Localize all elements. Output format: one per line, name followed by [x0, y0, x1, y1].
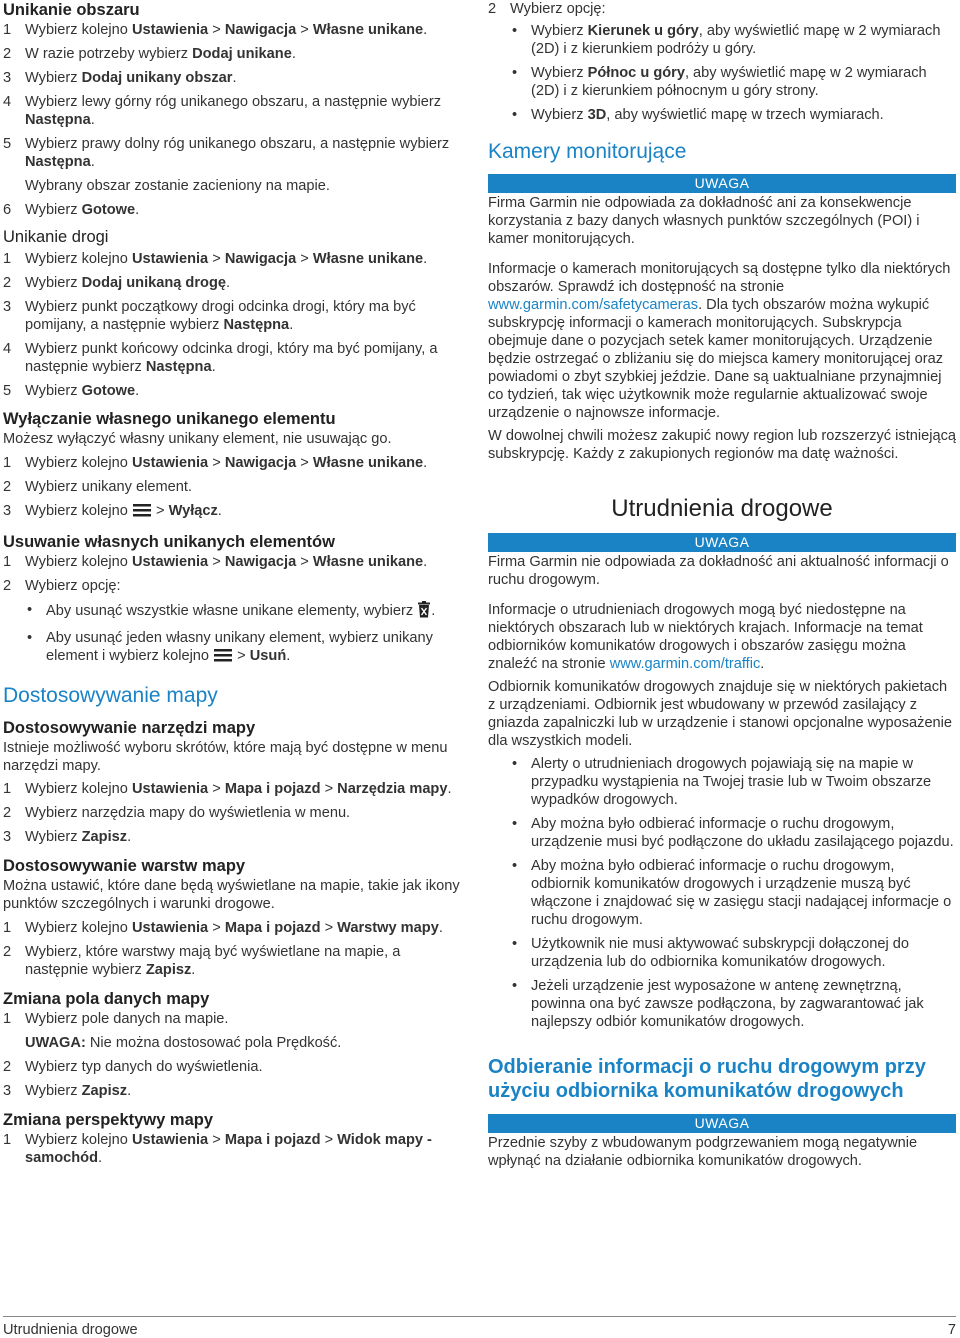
- section-title: Zmiana pola danych mapy: [3, 990, 210, 1008]
- bullet-item: [488, 935, 956, 971]
- step: [3, 943, 467, 979]
- path-separator: >: [296, 251, 313, 267]
- step: [3, 502, 467, 523]
- step-end: .: [291, 46, 296, 62]
- path-separator: >: [320, 781, 338, 797]
- step-number: 2: [3, 944, 12, 960]
- menu-path-item: Mapa i pojazd: [224, 781, 321, 797]
- step-end: .: [447, 781, 452, 797]
- menu-path-item: Ustawienia: [131, 251, 209, 267]
- bullet-item: [488, 64, 956, 100]
- step-text: Wybierz prawy dolny róg unikanego obszaru, a następnie wybierz: [25, 136, 450, 152]
- chapter-title: Dostosowywanie mapy: [3, 684, 218, 707]
- chapter-title: Odbieranie informacji o ruchu drogowym przy użyciu odbiornika komunikatów drogowych: [488, 1056, 926, 1102]
- step-text: Wybierz kolejno: [25, 22, 132, 38]
- menu-path-item: Wyłącz: [168, 503, 218, 519]
- step-end: .: [97, 1150, 103, 1166]
- trash-icon: [417, 601, 431, 623]
- step-number: 6: [3, 202, 12, 218]
- bullet: •: [512, 978, 518, 994]
- menu-path-item: Ustawienia: [131, 920, 209, 936]
- section-title: Unikanie drogi: [3, 228, 109, 246]
- step-end: .: [135, 383, 140, 399]
- menu-path-item: Ustawienia: [131, 22, 209, 38]
- menu-path-item: Ustawienia: [131, 455, 209, 471]
- step: [3, 382, 467, 400]
- step-number: 3: [3, 70, 12, 86]
- bullet: •: [512, 936, 518, 952]
- path-separator: >: [296, 22, 313, 38]
- step: [3, 1082, 467, 1100]
- section-title: Zmiana perspektywy mapy: [3, 1111, 214, 1129]
- menu-path-item: Nawigacja: [224, 251, 297, 267]
- step: [3, 780, 467, 798]
- menu-path-item: Zapisz: [145, 962, 192, 978]
- step-text: Wybierz kolejno: [25, 455, 132, 471]
- bullet: •: [27, 630, 33, 646]
- paragraph-text: . Dla tych obszarów można wykupić subskrypcję informacji o kamerach monitorujących. Subskrypcja obejmuje dane o pozycjach setek kamer monitorujących. Urządzenie będzie ostrzegać o zbliżaniu się do miejsca kamery monitorującej oraz powiadomi o zbyt szybkiej jeździe. Dane są uaktualniane przynajmniej co tydzień, tak więc użytkownik może regularnie aktualizować swoje urządzenie o najnowsze informacje.: [488, 297, 944, 421]
- bullet-text: , aby wyświetlić mapę w 2 wymiarach (2D) i z kierunkiem północnym u góry strony.: [531, 65, 927, 99]
- bullet: •: [512, 23, 518, 39]
- path-separator: >: [208, 920, 225, 936]
- step-end: .: [232, 70, 237, 86]
- step-text: Wybierz: [25, 275, 82, 291]
- paragraph: [488, 601, 956, 673]
- menu-path-item: Północ u góry: [587, 65, 685, 81]
- step-number: 2: [3, 1059, 12, 1075]
- menu-icon: [213, 647, 233, 668]
- path-separator: >: [320, 920, 338, 936]
- bullet-text: Aby usunąć jeden własny unikany element, wybierz unikany element i wybierz kolejno: [46, 630, 433, 664]
- step-text: Wybierz narzędzia mapy do wyświetlenia w menu.: [25, 805, 351, 821]
- step-number: 1: [3, 781, 12, 797]
- bullet-text: Wybierz: [531, 107, 588, 123]
- step-text: Wybierz kolejno: [25, 920, 132, 936]
- step-number: 1: [3, 920, 12, 936]
- step-number: 5: [3, 383, 12, 399]
- bullet-item: [3, 629, 467, 668]
- step-number: 4: [3, 94, 12, 110]
- path-separator: >: [233, 648, 250, 664]
- step-text: Wybierz kolejno: [25, 781, 132, 797]
- section-intro: Możesz wyłączyć własny unikany element, nie usuwając go.: [3, 431, 392, 447]
- path-separator: >: [208, 1132, 225, 1148]
- note-text: Nie można dostosować pola Prędkość.: [85, 1035, 342, 1051]
- bullet-end: .: [286, 648, 291, 664]
- step-text: Wybierz pole danych na mapie.: [25, 1011, 229, 1027]
- bullet-text: Użytkownik nie musi aktywować subskrypcji dołączonej do urządzenia lub do odbiornika komunikatów drogowych.: [531, 936, 909, 970]
- section-intro: Można ustawić, które dane będą wyświetlane na mapie, takie jak ikony punktów szczególnych i warunki drogowe.: [3, 878, 460, 912]
- section-title: Dostosowywanie warstw mapy: [3, 857, 246, 875]
- step: [3, 201, 467, 219]
- step: [3, 1010, 467, 1028]
- warning-banner: UWAGA: [488, 174, 956, 193]
- menu-path-item: Kierunek u góry: [587, 23, 699, 39]
- page-footer: [3, 1316, 956, 1338]
- step: [3, 45, 467, 63]
- step-end: .: [191, 962, 196, 978]
- bullet-text: , aby wyświetlić mapę w 2 wymiarach (2D) i z kierunkiem podróży u góry.: [531, 23, 941, 57]
- step: [3, 478, 467, 496]
- menu-path-item: Mapa i pojazd: [224, 1132, 321, 1148]
- step-number: 2: [3, 479, 12, 495]
- step-end: .: [423, 251, 428, 267]
- bullet-text: Jeżeli urządzenie jest wyposażone w antenę zewnętrzną, powinna ona być zawsze podłączona, by zagwarantować jak najlepszy odbiór komunikatów drogowych.: [531, 978, 924, 1030]
- step-end: .: [127, 1083, 132, 1099]
- menu-path-item: Ustawienia: [131, 554, 209, 570]
- path-separator: >: [208, 781, 225, 797]
- menu-path-item: Dodaj unikane: [192, 46, 292, 62]
- step-note: Wybrany obszar zostanie zacieniony na mapie.: [25, 178, 330, 194]
- step-text: Wybierz kolejno: [25, 251, 132, 267]
- page-number: 7: [947, 1322, 956, 1338]
- step-number: 1: [3, 455, 12, 471]
- bullet: •: [27, 602, 33, 618]
- step-text: Wybierz unikany element.: [25, 479, 192, 495]
- step: [3, 21, 467, 39]
- step-end: .: [217, 503, 222, 519]
- bullet-item: [488, 857, 956, 929]
- step: [3, 135, 467, 171]
- step-number: 2: [3, 275, 12, 291]
- step-text: Wybierz kolejno: [25, 554, 132, 570]
- menu-path-item: Warstwy mapy: [337, 920, 439, 936]
- bullet-item: [488, 755, 956, 809]
- step-number: 2: [3, 805, 12, 821]
- step-number: 1: [3, 1011, 12, 1027]
- step: [3, 298, 467, 334]
- menu-path-item: Gotowe: [81, 383, 136, 399]
- step-end: .: [225, 275, 231, 291]
- step-text: Wybierz opcję:: [510, 1, 606, 17]
- step-number: 4: [3, 341, 12, 357]
- step-text: W razie potrzeby wybierz: [25, 46, 193, 62]
- bullet: •: [512, 756, 518, 772]
- menu-path-item: Własne unikane: [312, 455, 424, 471]
- bullet-item: [488, 22, 956, 58]
- footer-section: Utrudnienia drogowe: [3, 1322, 138, 1338]
- paragraph: [488, 260, 956, 422]
- path-separator: >: [208, 22, 225, 38]
- bullet-text: Aby usunąć wszystkie własne unikane elementy, wybierz: [46, 603, 418, 619]
- menu-icon: [132, 502, 152, 523]
- bullet-text: , aby wyświetlić mapę w trzech wymiarach.: [606, 107, 884, 123]
- bullet-text: Wybierz: [531, 65, 588, 81]
- step-text: Wybierz: [25, 202, 82, 218]
- path-separator: >: [151, 503, 169, 519]
- bullet-item: [3, 601, 467, 623]
- menu-path-item: Zapisz: [81, 1083, 128, 1099]
- step-end: .: [423, 22, 428, 38]
- step-text: Wybierz typ danych do wyświetlenia.: [25, 1059, 263, 1075]
- paragraph-text: Informacje o utrudnieniach drogowych mogą być niedostępne na niektórych obszarach lub w niektórych krajach. Informacje na temat odbiorników komunikatów drogowych i obszarów zasięgu można znaleźć na stronie: [488, 602, 923, 672]
- step: [3, 1058, 467, 1076]
- bullet-item: [488, 106, 956, 124]
- step-number: 2: [3, 578, 12, 594]
- path-separator: >: [296, 554, 313, 570]
- section-title: Unikanie obszaru: [3, 1, 140, 19]
- step-text: Wybierz punkt początkowy drogi odcinka drogi, który ma być pomijany, a następnie wybierz: [25, 299, 416, 333]
- step: [488, 0, 956, 18]
- paragraph: W dowolnej chwili możesz zakupić nowy region lub rozszerzyć istniejącą subskrypcję. Każdy z zakupionych regionów ma datę ważności.: [488, 428, 956, 462]
- step: [3, 69, 467, 87]
- paragraph-text: .: [760, 656, 765, 672]
- path-separator: >: [320, 1132, 338, 1148]
- step-end: .: [289, 317, 294, 333]
- step-text: Wybierz lewy górny róg unikanego obszaru, a następnie wybierz: [25, 94, 442, 110]
- warning-banner: UWAGA: [488, 533, 956, 552]
- bullet: •: [512, 65, 518, 81]
- bullet-text: Wybierz: [531, 23, 588, 39]
- bullet-end: .: [431, 603, 436, 619]
- menu-path-item: Następna: [145, 359, 212, 375]
- bullet-item: [488, 815, 956, 851]
- paragraph: Odbiornik komunikatów drogowych znajduje się w niektórych pakietach z urządzeniami. Odbiornik jest wbudowany w przewód zasilający z gniazda zapalniczki lub w urządzenie i stanowi opcjonalne wyposażenie dla wszystkich modeli.: [488, 679, 953, 749]
- menu-path-item: Następna: [223, 317, 290, 333]
- step: [3, 340, 467, 376]
- menu-path-item: Dodaj unikany obszar: [81, 70, 233, 86]
- step-end: .: [127, 829, 132, 845]
- bullet: •: [512, 107, 518, 123]
- step-end: .: [423, 455, 428, 471]
- step-number: 3: [3, 299, 12, 315]
- step-end: .: [90, 154, 95, 170]
- menu-path-item: Ustawienia: [131, 1132, 209, 1148]
- warning-text: Firma Garmin nie odpowiada za dokładność ani aktualność informacji o ruchu drogowym.: [488, 554, 949, 588]
- step-note: [3, 1034, 467, 1052]
- chapter-title: Kamery monitorujące: [488, 140, 687, 163]
- path-separator: >: [208, 251, 225, 267]
- step-text: Wybierz, które warstwy mają być wyświetlane na mapie, a następnie wybierz: [25, 944, 401, 978]
- step: [3, 1131, 467, 1167]
- paragraph-text: Informacje o kamerach monitorujących są dostępne tylko dla niektórych obszarów. Sprawdź ich dostępność na stronie: [488, 261, 951, 295]
- step: [3, 454, 467, 472]
- menu-path-item: Ustawienia: [131, 781, 209, 797]
- menu-path-item: Własne unikane: [312, 22, 424, 38]
- bullet: •: [512, 816, 518, 832]
- step: [3, 804, 467, 822]
- bullet-text: Alerty o utrudnieniach drogowych pojawiają się na mapie w przypadku wystąpienia na Twojej trasie lub w Twoim obszarze wypadków drogowych.: [531, 756, 932, 808]
- step-text: Wybierz punkt końcowy odcinka drogi, który ma być pomijany, a następnie wybierz: [25, 341, 438, 375]
- step-number: 1: [3, 1132, 12, 1148]
- step: [3, 93, 467, 129]
- warning-text: Firma Garmin nie odpowiada za dokładność ani za konsekwencje korzystania z bazy danych własnych punktów szczególnych (POI) i kamer monitorujących.: [488, 195, 920, 247]
- bullet: •: [512, 858, 518, 874]
- menu-path-item: 3D: [587, 107, 607, 123]
- menu-path-item: Własne unikane: [312, 251, 424, 267]
- bullet-text: Aby można było odbierać informacje o ruchu drogowym, odbiornik komunikatów drogowych i urządzenie muszą być włączone i znajdować się w zasięgu stacji nadającej informacje o ruchu drogowym.: [531, 858, 952, 928]
- menu-path-item: Gotowe: [81, 202, 136, 218]
- safety-cameras-link[interactable]: www.garmin.com/safetycameras: [488, 297, 699, 313]
- step-number: 2: [3, 46, 12, 62]
- step-end: .: [211, 359, 216, 375]
- step: [3, 274, 467, 292]
- step-end: .: [438, 920, 443, 936]
- section-title: Usuwanie własnych unikanych elementów: [3, 533, 335, 551]
- step-number: 3: [3, 829, 12, 845]
- warning-text: Przednie szyby z wbudowanym podgrzewaniem mogą negatywnie wpłynąć na działanie odbiornika komunikatów drogowych.: [488, 1135, 918, 1169]
- section-title: Wyłączanie własnego unikanego elementu: [3, 410, 336, 428]
- step-text: Wybierz opcję:: [25, 578, 121, 594]
- bullet-item: [488, 977, 956, 1031]
- step-number: 5: [3, 136, 12, 152]
- path-separator: >: [208, 455, 225, 471]
- step: [3, 577, 467, 595]
- left-column: [3, 0, 467, 1167]
- step-number: 1: [3, 22, 12, 38]
- step-text: Wybierz kolejno: [25, 1132, 132, 1148]
- step: [3, 553, 467, 571]
- menu-path-item: Usuń: [249, 648, 287, 664]
- step: [3, 250, 467, 268]
- menu-path-item: Następna: [25, 154, 91, 170]
- step-number: 1: [3, 554, 12, 570]
- step-end: .: [423, 554, 428, 570]
- step-text: Wybierz: [25, 70, 82, 86]
- menu-path-item: Narzędzia mapy: [337, 781, 448, 797]
- menu-path-item: Zapisz: [81, 829, 128, 845]
- step-text: Wybierz: [25, 1083, 82, 1099]
- step: [3, 828, 467, 846]
- right-column: [488, 0, 956, 1170]
- menu-path-item: Następna: [25, 112, 91, 128]
- bullet-text: Aby można było odbierać informacje o ruchu drogowym, urządzenie musi być podłączone do układu zasilającego pojazdu.: [531, 816, 954, 850]
- section-title: Dostosowywanie narzędzi mapy: [3, 719, 256, 737]
- step-number: 3: [3, 503, 12, 519]
- step-number: 3: [3, 1083, 12, 1099]
- step-end: .: [90, 112, 95, 128]
- menu-path-item: Dodaj unikaną drogę: [81, 275, 226, 291]
- note-label: UWAGA:: [25, 1035, 86, 1051]
- step-number: 1: [3, 251, 12, 267]
- path-separator: >: [208, 554, 225, 570]
- section-intro: Istnieje możliwość wyboru skrótów, które mają być dostępne w menu narzędzi mapy.: [3, 740, 448, 774]
- chapter-title: Utrudnienia drogowe: [611, 495, 833, 522]
- step: [3, 919, 467, 937]
- menu-path-item: Widok mapy - samochód: [25, 1132, 432, 1166]
- path-separator: >: [296, 455, 313, 471]
- menu-path-item: Mapa i pojazd: [224, 920, 321, 936]
- traffic-link[interactable]: www.garmin.com/traffic: [609, 656, 761, 672]
- menu-path-item: Nawigacja: [224, 22, 297, 38]
- menu-path-item: Nawigacja: [224, 455, 297, 471]
- step-number: 2: [488, 1, 497, 17]
- menu-path-item: Własne unikane: [312, 554, 424, 570]
- step-text: Wybierz kolejno: [25, 503, 132, 519]
- step-text: Wybierz: [25, 383, 82, 399]
- warning-banner: UWAGA: [488, 1114, 956, 1133]
- step-end: .: [135, 202, 140, 218]
- step-text: Wybierz: [25, 829, 82, 845]
- menu-path-item: Nawigacja: [224, 554, 297, 570]
